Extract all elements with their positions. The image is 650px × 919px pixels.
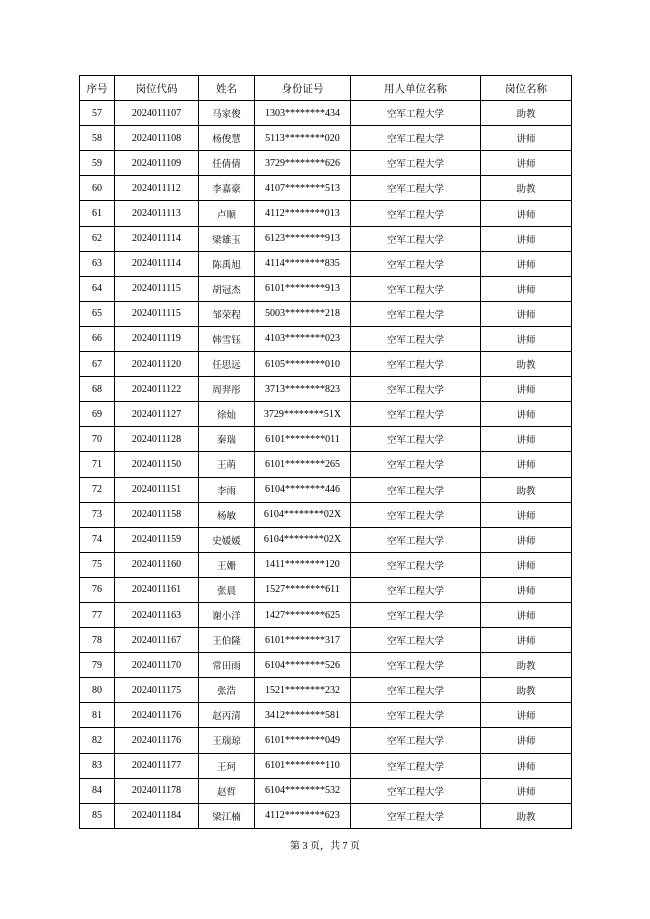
cell-id-number: 1411********120 (255, 552, 351, 577)
cell-post-title: 助教 (481, 101, 572, 126)
table-row (80, 176, 572, 201)
cell-name: 王姗 (199, 552, 255, 577)
cell-id-number: 1527********611 (255, 577, 351, 602)
cell-id-number: 1303********434 (255, 101, 351, 126)
cell-employer: 空军工程大学 (351, 126, 481, 151)
cell-index: 69 (80, 402, 115, 427)
table-row (80, 477, 572, 502)
cell-post-code: 2024011109 (115, 151, 199, 176)
table-row (80, 276, 572, 301)
cell-post-title: 讲师 (481, 552, 572, 577)
cell-name: 秦瑞 (199, 427, 255, 452)
cell-post-code: 2024011114 (115, 251, 199, 276)
table-row (80, 251, 572, 276)
cell-post-title: 讲师 (481, 201, 572, 226)
cell-employer: 空军工程大学 (351, 778, 481, 803)
table-row (80, 126, 572, 151)
cell-employer: 空军工程大学 (351, 452, 481, 477)
table-row (80, 552, 572, 577)
cell-post-title: 助教 (481, 653, 572, 678)
cell-post-title: 助教 (481, 176, 572, 201)
cell-employer: 空军工程大学 (351, 377, 481, 402)
header-post-title: 岗位名称 (481, 76, 572, 101)
cell-name: 王伯隆 (199, 628, 255, 653)
cell-index: 65 (80, 301, 115, 326)
cell-id-number: 4112********623 (255, 803, 351, 828)
cell-post-code: 2024011176 (115, 728, 199, 753)
cell-post-code: 2024011161 (115, 577, 199, 602)
cell-name: 周羿彤 (199, 377, 255, 402)
cell-post-code: 2024011175 (115, 678, 199, 703)
cell-name: 任倩倩 (199, 151, 255, 176)
cell-employer: 空军工程大学 (351, 201, 481, 226)
cell-post-code: 2024011115 (115, 276, 199, 301)
cell-employer: 空军工程大学 (351, 226, 481, 251)
cell-id-number: 6123********913 (255, 226, 351, 251)
table-row (80, 803, 572, 828)
cell-id-number: 6104********532 (255, 778, 351, 803)
cell-id-number: 4103********023 (255, 326, 351, 351)
cell-employer: 空军工程大学 (351, 703, 481, 728)
cell-post-code: 2024011178 (115, 778, 199, 803)
cell-index: 62 (80, 226, 115, 251)
cell-index: 71 (80, 452, 115, 477)
cell-id-number: 6104********526 (255, 653, 351, 678)
cell-index: 70 (80, 427, 115, 452)
cell-post-title: 讲师 (481, 402, 572, 427)
cell-index: 57 (80, 101, 115, 126)
cell-id-number: 6101********049 (255, 728, 351, 753)
cell-post-title: 讲师 (481, 377, 572, 402)
table-row (80, 653, 572, 678)
cell-id-number: 6101********011 (255, 427, 351, 452)
cell-employer: 空军工程大学 (351, 276, 481, 301)
cell-id-number: 4107********513 (255, 176, 351, 201)
cell-employer: 空军工程大学 (351, 753, 481, 778)
cell-name: 韩雪钰 (199, 326, 255, 351)
cell-name: 常田雨 (199, 653, 255, 678)
cell-name: 杨敏 (199, 502, 255, 527)
header-post-code: 岗位代码 (115, 76, 199, 101)
cell-name: 任思远 (199, 352, 255, 377)
cell-name: 梁江楠 (199, 803, 255, 828)
cell-id-number: 6104********02X (255, 502, 351, 527)
cell-index: 79 (80, 653, 115, 678)
cell-name: 陈禹旭 (199, 251, 255, 276)
cell-post-title: 助教 (481, 678, 572, 703)
cell-employer: 空军工程大学 (351, 502, 481, 527)
cell-employer: 空军工程大学 (351, 552, 481, 577)
cell-id-number: 6101********913 (255, 276, 351, 301)
cell-name: 张晨 (199, 577, 255, 602)
table-row (80, 226, 572, 251)
cell-name: 谢小洋 (199, 602, 255, 627)
cell-post-title: 讲师 (481, 251, 572, 276)
cell-index: 77 (80, 602, 115, 627)
cell-name: 胡冠杰 (199, 276, 255, 301)
cell-name: 马家俊 (199, 101, 255, 126)
cell-post-code: 2024011120 (115, 352, 199, 377)
cell-index: 78 (80, 628, 115, 653)
cell-post-code: 2024011150 (115, 452, 199, 477)
cell-post-code: 2024011167 (115, 628, 199, 653)
cell-index: 68 (80, 377, 115, 402)
cell-post-title: 讲师 (481, 452, 572, 477)
table-row (80, 577, 572, 602)
cell-post-title: 讲师 (481, 577, 572, 602)
table-row (80, 728, 572, 753)
cell-employer: 空军工程大学 (351, 803, 481, 828)
page-footer: 第 3 页，共 7 页 (290, 841, 360, 852)
cell-name: 张浩 (199, 678, 255, 703)
cell-employer: 空军工程大学 (351, 151, 481, 176)
table-row (80, 678, 572, 703)
header-name: 姓名 (199, 76, 255, 101)
table-row (80, 201, 572, 226)
cell-id-number: 6101********110 (255, 753, 351, 778)
cell-post-title: 讲师 (481, 151, 572, 176)
cell-id-number: 1521********232 (255, 678, 351, 703)
table-row (80, 703, 572, 728)
cell-index: 58 (80, 126, 115, 151)
cell-index: 72 (80, 477, 115, 502)
cell-employer: 空军工程大学 (351, 176, 481, 201)
header-index: 序号 (80, 76, 115, 101)
cell-index: 59 (80, 151, 115, 176)
cell-id-number: 6101********265 (255, 452, 351, 477)
cell-name: 李雨 (199, 477, 255, 502)
table-row (80, 452, 572, 477)
cell-index: 80 (80, 678, 115, 703)
cell-post-code: 2024011184 (115, 803, 199, 828)
cell-id-number: 1427********625 (255, 602, 351, 627)
cell-post-code: 2024011163 (115, 602, 199, 627)
cell-id-number: 5113********020 (255, 126, 351, 151)
cell-employer: 空军工程大学 (351, 301, 481, 326)
table-body (80, 101, 572, 829)
cell-post-title: 助教 (481, 477, 572, 502)
cell-index: 63 (80, 251, 115, 276)
cell-post-code: 2024011114 (115, 226, 199, 251)
cell-post-title: 讲师 (481, 628, 572, 653)
cell-post-title: 讲师 (481, 602, 572, 627)
cell-post-code: 2024011119 (115, 326, 199, 351)
table-row (80, 502, 572, 527)
table-row (80, 427, 572, 452)
cell-post-title: 讲师 (481, 502, 572, 527)
cell-employer: 空军工程大学 (351, 477, 481, 502)
cell-employer: 空军工程大学 (351, 527, 481, 552)
cell-index: 82 (80, 728, 115, 753)
cell-post-title: 讲师 (481, 126, 572, 151)
cell-index: 60 (80, 176, 115, 201)
cell-employer: 空军工程大学 (351, 653, 481, 678)
cell-employer: 空军工程大学 (351, 326, 481, 351)
cell-post-code: 2024011128 (115, 427, 199, 452)
cell-post-code: 2024011177 (115, 753, 199, 778)
header-employer: 用人单位名称 (351, 76, 481, 101)
cell-post-title: 助教 (481, 352, 572, 377)
table-row (80, 101, 572, 126)
table-row (80, 753, 572, 778)
cell-name: 梁雄玉 (199, 226, 255, 251)
cell-name: 李嘉豪 (199, 176, 255, 201)
cell-post-code: 2024011113 (115, 201, 199, 226)
cell-employer: 空军工程大学 (351, 577, 481, 602)
cell-index: 66 (80, 326, 115, 351)
table-row (80, 602, 572, 627)
cell-post-title: 讲师 (481, 301, 572, 326)
cell-employer: 空军工程大学 (351, 402, 481, 427)
cell-id-number: 4112********013 (255, 201, 351, 226)
cell-index: 75 (80, 552, 115, 577)
cell-post-title: 讲师 (481, 527, 572, 552)
table-row (80, 778, 572, 803)
cell-post-code: 2024011170 (115, 653, 199, 678)
cell-name: 赵哲 (199, 778, 255, 803)
table-row (80, 301, 572, 326)
cell-id-number: 5003********218 (255, 301, 351, 326)
cell-employer: 空军工程大学 (351, 427, 481, 452)
cell-post-code: 2024011160 (115, 552, 199, 577)
cell-name: 史媛媛 (199, 527, 255, 552)
cell-post-code: 2024011127 (115, 402, 199, 427)
cell-employer: 空军工程大学 (351, 728, 481, 753)
table-row (80, 628, 572, 653)
cell-post-title: 讲师 (481, 778, 572, 803)
cell-index: 64 (80, 276, 115, 301)
cell-index: 84 (80, 778, 115, 803)
cell-index: 74 (80, 527, 115, 552)
cell-id-number: 6105********010 (255, 352, 351, 377)
table-row (80, 527, 572, 552)
cell-id-number: 3713********823 (255, 377, 351, 402)
cell-employer: 空军工程大学 (351, 628, 481, 653)
cell-post-code: 2024011108 (115, 126, 199, 151)
cell-post-code: 2024011115 (115, 301, 199, 326)
cell-index: 81 (80, 703, 115, 728)
cell-id-number: 6101********317 (255, 628, 351, 653)
cell-name: 邹荣程 (199, 301, 255, 326)
cell-id-number: 3729********626 (255, 151, 351, 176)
cell-name: 王萌 (199, 452, 255, 477)
table-row (80, 352, 572, 377)
cell-id-number: 6104********446 (255, 477, 351, 502)
cell-name: 徐灿 (199, 402, 255, 427)
cell-index: 67 (80, 352, 115, 377)
cell-name: 赵丙清 (199, 703, 255, 728)
cell-index: 83 (80, 753, 115, 778)
cell-name: 王瑞琼 (199, 728, 255, 753)
cell-name: 杨俊慧 (199, 126, 255, 151)
cell-post-title: 讲师 (481, 728, 572, 753)
cell-index: 73 (80, 502, 115, 527)
table-row (80, 151, 572, 176)
cell-post-title: 助教 (481, 803, 572, 828)
cell-id-number: 4114********835 (255, 251, 351, 276)
table-row (80, 377, 572, 402)
cell-post-title: 讲师 (481, 753, 572, 778)
table-row (80, 326, 572, 351)
cell-post-title: 讲师 (481, 276, 572, 301)
cell-name: 卢顺 (199, 201, 255, 226)
cell-post-code: 2024011112 (115, 176, 199, 201)
cell-employer: 空军工程大学 (351, 602, 481, 627)
cell-employer: 空军工程大学 (351, 678, 481, 703)
cell-post-code: 2024011151 (115, 477, 199, 502)
table-header-row (80, 76, 572, 101)
cell-post-code: 2024011107 (115, 101, 199, 126)
cell-index: 76 (80, 577, 115, 602)
header-id-number: 身份证号 (255, 76, 351, 101)
cell-post-code: 2024011176 (115, 703, 199, 728)
cell-id-number: 3412********581 (255, 703, 351, 728)
candidate-table (79, 75, 572, 829)
cell-index: 85 (80, 803, 115, 828)
cell-post-title: 讲师 (481, 427, 572, 452)
cell-post-code: 2024011158 (115, 502, 199, 527)
cell-post-title: 讲师 (481, 326, 572, 351)
cell-id-number: 3729********51X (255, 402, 351, 427)
cell-id-number: 6104********02X (255, 527, 351, 552)
cell-post-code: 2024011122 (115, 377, 199, 402)
cell-name: 王珂 (199, 753, 255, 778)
table-row (80, 402, 572, 427)
cell-post-title: 讲师 (481, 226, 572, 251)
cell-post-title: 讲师 (481, 703, 572, 728)
cell-index: 61 (80, 201, 115, 226)
cell-employer: 空军工程大学 (351, 251, 481, 276)
cell-employer: 空军工程大学 (351, 352, 481, 377)
cell-post-code: 2024011159 (115, 527, 199, 552)
cell-employer: 空军工程大学 (351, 101, 481, 126)
